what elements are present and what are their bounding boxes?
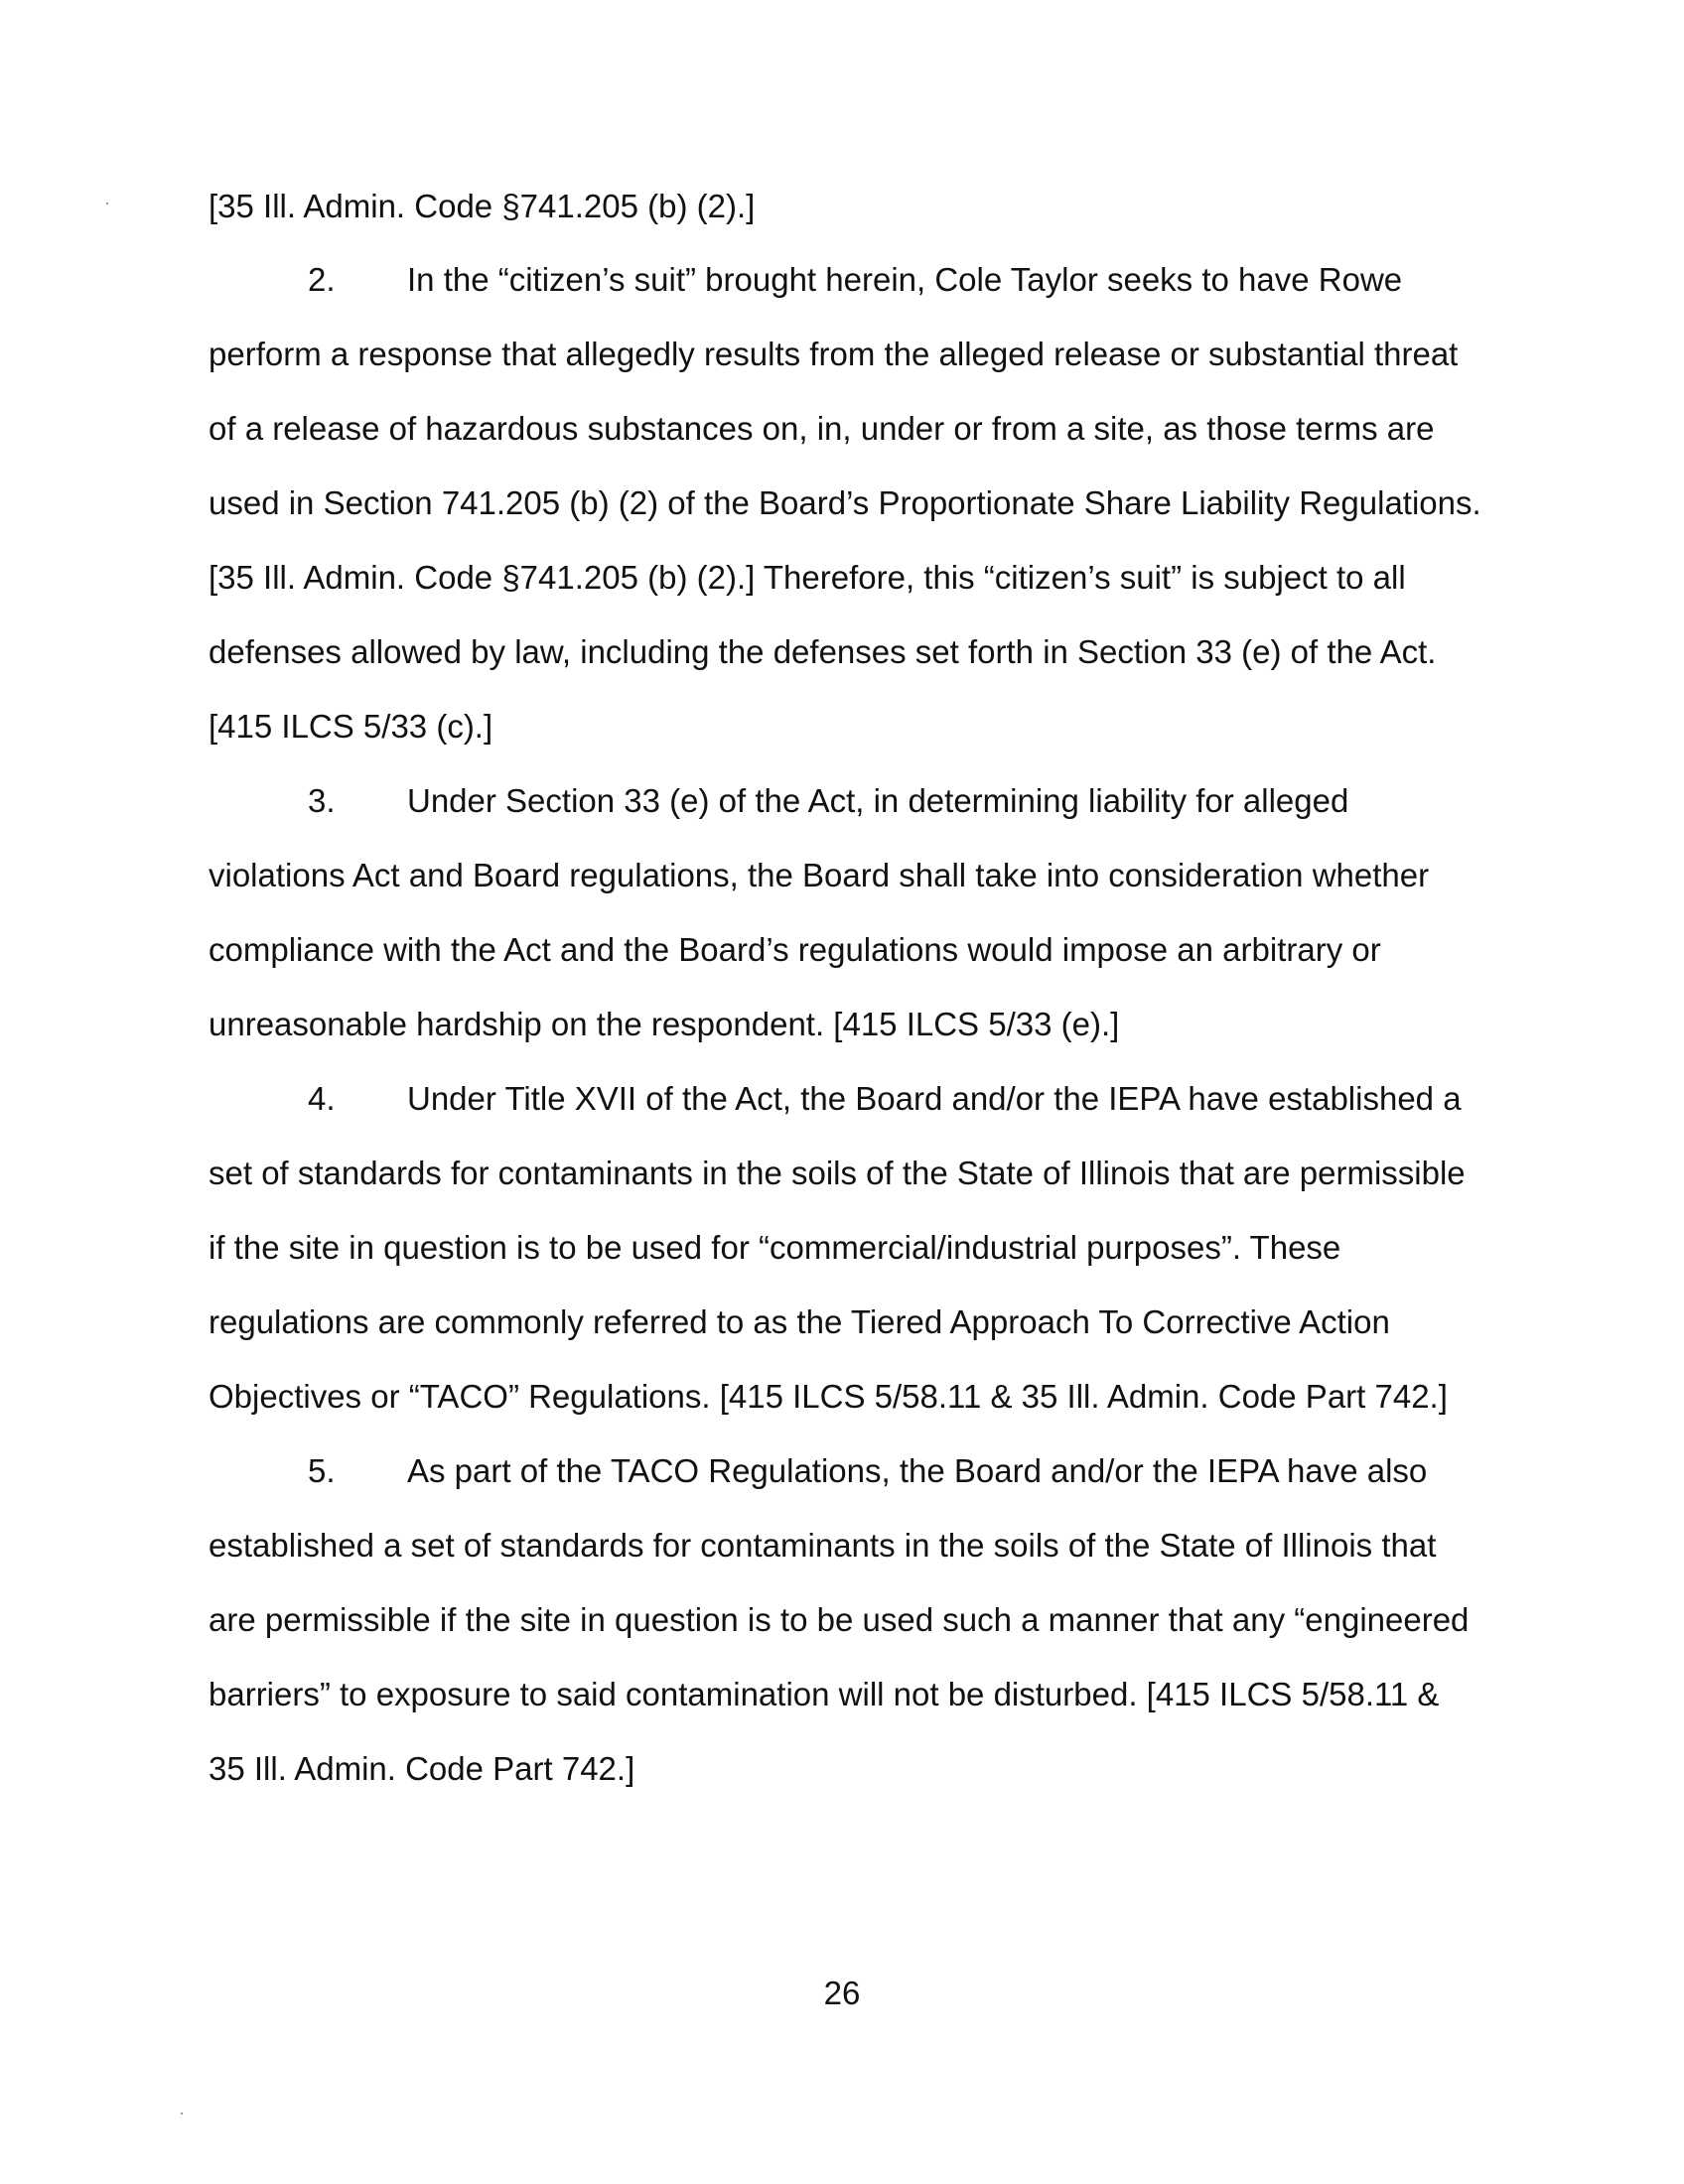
text-line: [35 Ill. Admin. Code §741.205 (b) (2).] <box>209 188 756 224</box>
text-line: Objectives or “TACO” Regulations. [415 ILCS 5/58.11 & 35 Ill. Admin. Code Part 742.] <box>209 1378 1448 1415</box>
text-line: unreasonable hardship on the respondent. [415 ILCS 5/33 (e).] <box>209 1006 1120 1042</box>
text-line: set of standards for contaminants in the soils of the State of Illinois that are permissible <box>209 1155 1466 1191</box>
scan-speck <box>181 2113 183 2115</box>
paragraph-number: 3. <box>308 782 336 819</box>
paragraph-number: 4. <box>308 1080 336 1117</box>
text-line: used in Section 741.205 (b) (2) of the Board’s Proportionate Share Liability Regulations. <box>209 484 1481 521</box>
text-line: are permissible if the site in question is to be used such a manner that any “engineered <box>209 1601 1470 1638</box>
paragraph-first-line: Under Title XVII of the Act, the Board and/or the IEPA have established a <box>407 1080 1462 1117</box>
text-line: barriers” to exposure to said contamination will not be disturbed. [415 ILCS 5/58.11 & <box>209 1676 1440 1712</box>
paragraph-first-line: In the “citizen’s suit” brought herein, Cole Taylor seeks to have Rowe <box>407 261 1403 298</box>
text-line: 35 Ill. Admin. Code Part 742.] <box>209 1750 635 1787</box>
text-line: violations Act and Board regulations, the Board shall take into consideration whether <box>209 857 1430 893</box>
paragraph-number: 5. <box>308 1452 336 1489</box>
paragraph-first-line: As part of the TACO Regulations, the Board and/or the IEPA have also <box>407 1452 1428 1489</box>
paragraph-number: 2. <box>308 261 336 298</box>
text-line: if the site in question is to be used for “commercial/industrial purposes”. These <box>209 1229 1341 1266</box>
text-line: defenses allowed by law, including the defenses set forth in Section 33 (e) of the Act. <box>209 633 1437 670</box>
text-line: compliance with the Act and the Board’s regulations would impose an arbitrary or <box>209 931 1381 968</box>
text-line: [35 Ill. Admin. Code §741.205 (b) (2).] Therefore, this “citizen’s suit” is subject to all <box>209 559 1406 596</box>
text-line: regulations are commonly referred to as the Tiered Approach To Corrective Action <box>209 1303 1390 1340</box>
text-line: established a set of standards for contaminants in the soils of the State of Illinois that <box>209 1527 1437 1564</box>
page-number: 26 <box>823 1975 861 2011</box>
text-line: of a release of hazardous substances on, in, under or from a site, as those terms are <box>209 410 1435 447</box>
text-line: perform a response that allegedly results from the alleged release or substantial threat <box>209 336 1459 372</box>
scan-speck <box>106 203 108 205</box>
text-line: [415 ILCS 5/33 (c).] <box>209 708 493 745</box>
paragraph-first-line: Under Section 33 (e) of the Act, in determining liability for alleged <box>407 782 1349 819</box>
